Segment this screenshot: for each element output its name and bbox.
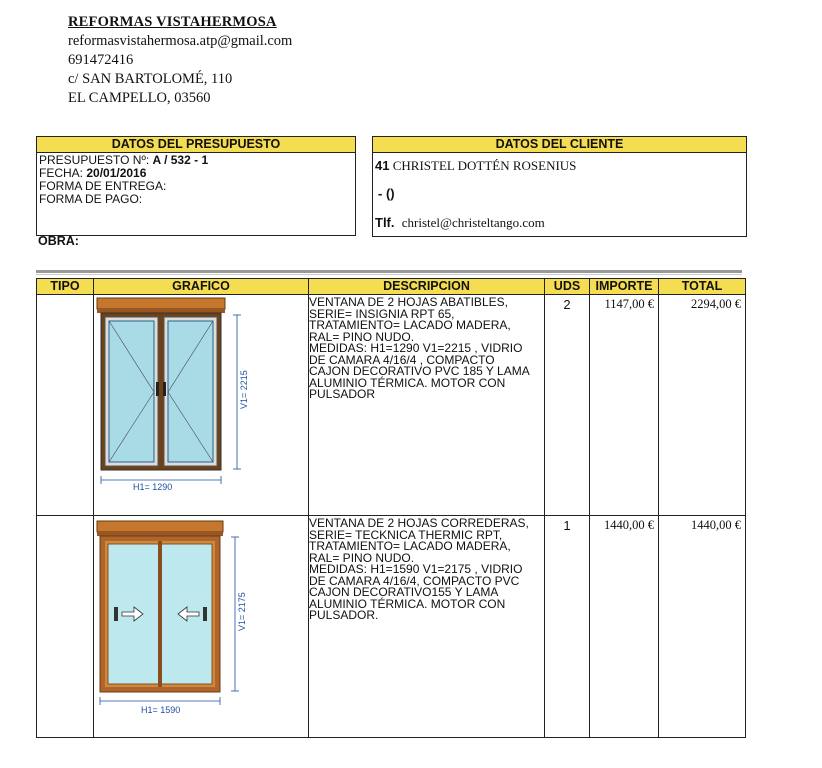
items-table [36,278,746,738]
desc-line: ALUMINIO TÉRMICA. MOTOR CON [309,596,506,611]
row-total: 2294,00 € [691,297,741,311]
col-header-tipo: TIPO [50,279,80,293]
window-drawing-sliding [95,519,275,715]
row-unit-price: 1440,00 € [604,518,654,532]
section-divider-shadow [36,274,742,275]
desc-line: CAJON DECORATIVO155 Y LAMA [309,585,499,599]
client-data-box [372,136,747,237]
client-contact-line [375,215,545,231]
col-divider [589,279,590,737]
table-header [37,279,745,295]
desc-line: SERIE= INSIGNIA RPT 65, [309,306,455,321]
row-total: 1440,00 € [691,518,741,532]
desc-line: TRATAMIENTO= LACADO MADERA, [309,539,511,553]
desc-line: MEDIDAS: H1=1290 V1=2215 , VIDRIO [309,341,523,355]
col-divider [658,279,659,737]
col-divider [93,279,94,737]
desc-line: PULSADOR [309,387,376,401]
row-description [309,297,545,401]
dim-v-label: V1= 2175 [237,592,247,631]
desc-line: RAL= PINO NUDO. [309,329,415,344]
col-header-uds: UDS [553,279,581,293]
company-phone: 691472416 [68,52,134,68]
budget-data-header: DATOS DEL PRESUPUESTO [37,137,355,153]
company-info [68,13,292,108]
dim-v-label: V1= 2215 [239,370,249,409]
row-units: 2 [563,297,571,312]
budget-data-box [36,136,356,236]
row-description [309,518,545,622]
desc-line: RAL= PINO NUDO. [309,550,415,565]
company-address: c/ SAN BARTOLOMÉ, 110 [68,71,233,87]
client-email: christel@christeltango.com [401,215,545,230]
company-name: REFORMAS VISTAHERMOSA [68,14,277,30]
desc-line: DE CAMARA 4/16/4 , COMPACTO [309,352,495,367]
budget-date-label: FECHA: [39,166,87,180]
delivery-method-label: FORMA DE ENTREGA: [39,179,167,193]
desc-line: VENTANA DE 2 HOJAS ABATIBLES, [309,295,508,309]
desc-line: DE CAMARA 4/16/4, COMPACTO PVC [309,573,520,588]
desc-line: CAJON DECORATIVO PVC 185 Y LAMA [309,364,530,378]
client-data-header: DATOS DEL CLIENTE [373,137,746,153]
col-header-grafico: GRAFICO [172,279,230,293]
window-drawing-casement [95,297,275,493]
client-id: 41 [375,158,390,173]
client-name: CHRISTEL DOTTÉN ROSENIUS [392,158,577,173]
desc-line: TRATAMIENTO= LACADO MADERA, [309,318,511,332]
col-header-total: TOTAL [681,279,723,293]
row-unit-price: 1147,00 € [604,297,654,311]
client-name-line [375,158,576,174]
section-divider [36,270,742,273]
desc-line: VENTANA DE 2 HOJAS CORREDERAS, [309,516,529,530]
client-line2: - () [378,186,395,201]
col-header-importe: IMPORTE [595,279,653,293]
desc-line: ALUMINIO TÉRMICA. MOTOR CON [309,375,506,390]
payment-method-label: FORMA DE PAGO: [39,192,143,206]
col-header-descripcion: DESCRIPCION [383,279,470,293]
dim-h-label: H1= 1590 [141,705,181,715]
budget-date: 20/01/2016 [86,166,147,180]
obra-label: OBRA: [38,234,79,248]
desc-line: MEDIDAS: H1=1590 V1=2175 , VIDRIO [309,562,523,576]
desc-line: SERIE= TECKNICA THERMIC RPT, [309,527,503,542]
budget-number-label: PRESUPUESTO Nº: [39,153,153,167]
row-units: 1 [563,518,571,533]
desc-line: PULSADOR. [309,608,379,622]
client-tlf-label: Tlf. [375,215,395,230]
company-email: reformasvistahermosa.atp@gmail.com [68,33,293,49]
budget-number: A / 532 - 1 [152,153,209,167]
dim-h-label: H1= 1290 [133,482,173,492]
company-city: EL CAMPELLO, 03560 [68,90,211,106]
